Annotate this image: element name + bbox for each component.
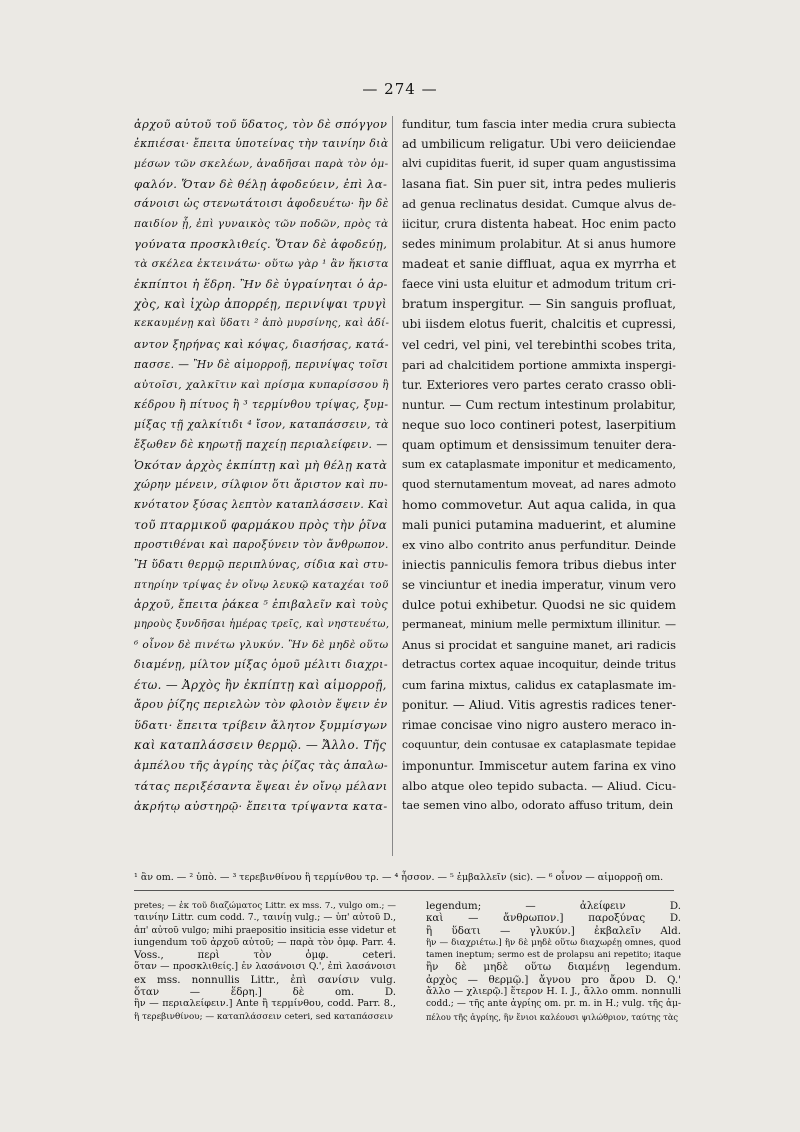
greek-text-line: έτω. — Ἀρχὸς ἢν ἐκπίπτῃ καὶ αἱμορροῇ, (134, 678, 387, 693)
greek-text-line: ἔξωθεν δὲ κηρωτῇ παχείῃ περιαλείφειν. — (134, 437, 388, 451)
latin-text-line: ex vino albo contrito anus perfunditur. Deinde (402, 537, 676, 552)
greek-text-line: μέσων τῶν σκελέων, ἀναδῆσαι παρὰ τὸν ὀμ- (134, 158, 389, 171)
greek-text-line: τάτας περιξέσαντα ἕψεαι ἐν οἴνῳ μέλανι (134, 778, 388, 793)
apparatus-left-column (134, 900, 396, 1023)
greek-text-column (134, 114, 390, 816)
latin-text-line: detractus cortex aquae incoquitur, deinde tritus (402, 658, 676, 672)
apparatus-line: legendum; — ἀλείφειν D. (426, 900, 681, 912)
greek-text-line: ἄρου ῥίζης περιελὼν τὸν φλοιὸν ἕψειν ἐν (134, 698, 388, 712)
greek-text-line: Ὁκόταν ἀρχὸς ἐκπίπτῃ καὶ μὴ θέλῃ κατὰ (134, 457, 388, 472)
greek-text-line: αντον ξηρήνας καὶ κόψας, διασήσας, κατά- (134, 337, 389, 351)
greek-text-line: παιδίον ᾖ, ἐπὶ γυναικὸς τῶν ποδῶν, πρὸς τὰ (134, 218, 389, 231)
greek-text-line: ἐκπιέσαι· ἔπειτα ὑποτείνας τὴν ταινίην διὰ (134, 137, 389, 151)
latin-text-line: iicitur, crura distenta habeat. Hoc enim pacto (402, 217, 676, 232)
apparatus-right-column (426, 900, 681, 1023)
latin-text-line: homo commovetur. Aut aqua calida, in qua (402, 496, 676, 512)
apparatus-line: ἢν — περιαλείφειν.] Ante ἢ τερμίνθου, codd. Parr. 8., (134, 998, 396, 1010)
apparatus-line: πέλου τῆς ἀγρίης, ἣν ἔνιοι καλέουσι ψιλώθριον, ταύτης τὰς (426, 1011, 679, 1022)
latin-text-line: se vinciuntur et inedia imperatur, vinum vero (402, 578, 676, 593)
latin-text-line: nuntur. — Cum rectum intestinum prolabitur, (402, 397, 676, 412)
greek-text-line: αὐτοῖσι, χαλκῖτιν καὶ πρίσμα κυπαρίσσου ἢ (134, 377, 389, 391)
latin-text-line: madeat et sanie diffluat, aqua ex myrrha et (402, 257, 676, 272)
page-number: — 274 — (362, 80, 438, 98)
apparatus-line: codd.; — τῆς ante ἀγρίης om. pr. m. in H.; vulg. τῆς ἀμ- (426, 999, 681, 1010)
apparatus-line: ἀρχὸς — θερμῷ.] ἄγνου pro ἄρου D. Q.' (426, 973, 681, 986)
greek-text-line: μηροὺς ξυνδῆσαι ἡμέρας τρεῖς, καὶ νηστευέτω, (134, 619, 390, 631)
greek-text-line: ὕδατι· ἔπειτα τρίβειν ἄλητον ξυμμίσγων (134, 718, 388, 733)
greek-text-line: πασσε. — Ἢν δὲ αἱμορροῇ, περινίψας τοῖσι (134, 357, 389, 371)
apparatus-line: ἢ τερεβινθίνου; — καταπλάσσειν ceteri, sed καταπάσσειν (134, 1011, 393, 1022)
greek-text-line: γούνατα προσκλιθείς. Ὅταν δὲ ἀφοδεύῃ, (134, 237, 388, 252)
latin-text-line: faece vini usta eluitur et admodum tritum cri- (402, 277, 676, 292)
latin-text-line: rimae concisae vino nigro austero meraco in- (402, 718, 676, 733)
latin-text-line: funditur, tum fascia inter media crura subiecta (402, 117, 676, 131)
apparatus-line: ἢ ὕδατι — γλυκύν.] ἐκβαλεῖν Ald. (426, 924, 681, 937)
footnote-rule (134, 890, 674, 891)
apparatus-line: iungendum τοῦ ἀρχοῦ αὐτοῦ; — παρὰ τὸν ὀμφ. Parr. 4. (134, 936, 396, 948)
apparatus-line: ἄλλο — χλιερῷ.] ἕτερον H. I. J., ἄλλο omm. nonnulli (426, 986, 681, 998)
latin-text-line: mali punici putamina maduerint, et alumine (402, 517, 676, 532)
latin-text-column (402, 114, 676, 816)
apparatus-line: ex mss. nonnullis Littr., ἐπὶ σανίσιν vulg. (134, 973, 396, 986)
greek-text-line: ⁶ οἶνον δὲ πινέτω γλυκύν. Ἢν δὲ μηδὲ οὕτω (134, 638, 389, 652)
latin-text-line: ad genua reclinatus desidat. Cumque alvus de- (402, 197, 676, 212)
apparatus-line: Voss., περὶ τὸν ὀμφ. ceteri. (134, 949, 396, 962)
greek-text-line: τοῦ πταρμικοῦ φαρμάκου πρὸς τὴν ῥῖνα (134, 517, 388, 532)
greek-text-line: χώρην μένειν, σίλφιον ὅτι ἄριστον καὶ πυ- (134, 477, 389, 491)
latin-text-line: ad umbilicum religatur. Ubi vero deiiciendae (402, 137, 676, 152)
apparatus-line: pretes; — ἐκ τοῦ διαζώματος Littr. ex mss. 7., vulgo om.; — (134, 901, 396, 911)
apparatus-line: ἢν — διαχριέτω.] ἢν δὲ μηδὲ οὕτω διαχωρέῃ omnes, quod (426, 937, 681, 948)
apparatus-line: ἀπ' αὐτοῦ vulgo; mihi praepositio insiticia esse videtur et (134, 925, 396, 936)
latin-text-line: cum farina mixtus, calidus ex cataplasmate im- (402, 678, 676, 693)
greek-text-line: ἀκρήτῳ αὐστηρῷ· ἔπειτα τρίψαντα κατα- (134, 798, 388, 813)
greek-text-line: ἀμπέλου τῆς ἀγρίης τὰς ῥίζας τὰς ἁπαλω- (134, 758, 389, 772)
latin-text-line: quam optimum et densissimum tenuiter dera- (402, 437, 676, 452)
greek-text-line: κέδρου ἢ πίτυος ἢ ³ τερμίνθου τρίψας, ξυμ- (134, 397, 389, 411)
latin-text-line: Anus si procidat et sanguine manet, ari radicis (402, 638, 676, 653)
latin-text-line: coquuntur, dein contusae ex cataplasmate tepidae (402, 738, 676, 752)
greek-text-line: διαμένῃ, μίλτον μίξας ὁμοῦ μέλιτι διαχρι- (134, 658, 389, 672)
greek-text-line: καὶ καταπλάσσειν θερμῷ. — Ἄλλο. Τῆς (134, 738, 387, 753)
greek-text-line: ἀρχοῦ, ἔπειτα ῥάκεα ⁵ ἐπιβαλεῖν καὶ τοὺς (134, 598, 388, 612)
greek-text-line: πτηρίην τρίψας ἐν οἴνῳ λευκῷ καταχέαι τοῦ (134, 579, 389, 592)
apparatus-line: ὅταν — ἕδρη.] δὲ om. D. (134, 986, 396, 999)
latin-text-line: tae semen vino albo, odorato affuso tritum, dein (402, 798, 674, 812)
greek-text-line: ἐκπίπτοι ἡ ἕδρη. Ἢν δὲ ὑγραίνηται ὁ ἀρ- (134, 277, 388, 292)
greek-text-line: προστιθέναι καὶ παροξύνειν τὸν ἄνθρωπον. (134, 537, 389, 551)
greek-text-line: κεκαυμένῃ καὶ ὕδατι ² ἀπὸ μυρσίνης, καὶ ἀδί- (134, 318, 390, 330)
apparatus-line: tamen ineptum; sermo est de prolapsu ani repetito; itaque (426, 950, 681, 961)
latin-text-line: dulce potui exhibetur. Quodsi ne sic quidem (402, 598, 676, 613)
greek-text-line: ἀρχοῦ αὐτοῦ τοῦ ὕδατος, τὸν δὲ σπόγγον (134, 117, 388, 131)
latin-text-line: lasana fiat. Sin puer sit, intra pedes mulieris (402, 177, 676, 192)
apparatus-line: ταινίην Littr. cum codd. 7., ταινίῃ vulg.; — ὑπ' αὐτοῦ D., (134, 913, 396, 924)
latin-text-line: ubi iisdem elotus fuerit, chalcitis et cupressi, (402, 317, 676, 332)
greek-text-line: χὸς, καὶ ἰχὼρ ἀπορρέῃ, περινίψαι τρυγὶ (134, 297, 387, 312)
latin-text-line: vel cedri, vel pini, vel terebinthi scobes trita, (402, 337, 676, 352)
greek-text-line: τὰ σκέλεα ἐκτεινάτω· οὕτω γὰρ ¹ ἂν ἥκιστα (134, 258, 389, 271)
greek-text-line: κνότατον ξύσας λεπτὸν καταπλάσσειν. Καὶ (134, 497, 389, 511)
greek-text-line: φαλόν. Ὅταν δὲ θέλῃ ἀφοδεύειν, ἐπὶ λα- (134, 177, 388, 192)
greek-text-line: σάνοισι ὡς στενωτάτοισι ἀφοδευέτω· ἢν δὲ (134, 197, 389, 211)
latin-text-line: iniectis panniculis femora tribus diebus inter (402, 558, 676, 573)
apparatus-line: ὅταν — προσκλιθείς.] ἐν λασάνοισι Q.', ἐπὶ λασάνοισι (134, 961, 396, 973)
latin-text-line: sedes minimum prolabitur. At si anus humore (402, 237, 676, 252)
latin-text-line: tur. Exteriores vero partes cerato crasso obli- (402, 377, 676, 392)
latin-text-line: imponuntur. Immiscetur autem farina ex vino (402, 758, 676, 773)
latin-text-line: alvi cupiditas fuerit, id super quam angustissima (402, 157, 676, 171)
latin-text-line: albo atque oleo tepido subacta. — Aliud. Cicu- (402, 778, 676, 793)
latin-text-line: bratum inspergitur. — Sin sanguis profluat, (402, 297, 676, 312)
footnote-line: ¹ ἂν om. — ² ὑπὸ. — ³ τερεβινθίνου ἢ τερμίνθου τρ. — ⁴ ἧσσον. — ⁵ ἐμβαλλεῖν (sic). — ⁶ οἶνον — αἱμορροῇ om. (134, 872, 664, 883)
greek-text-line: Ἢ ὕδατι θερμῷ περιπλύνας, σίδια καὶ στυ- (134, 558, 389, 572)
apparatus-line: ἢν δὲ μηδὲ οὕτω διαμένῃ legendum. (426, 961, 681, 974)
latin-text-line: quod sternutamentum moveat, ad nares admoto (402, 477, 676, 491)
latin-text-line: sum ex cataplasmate imponitur et medicamento, (402, 457, 676, 471)
greek-text-line: μίξας τῇ χαλκίτιδι ⁴ ἴσον, καταπάσσειν, τὰ (134, 417, 389, 431)
apparatus-line: καὶ — ἄνθρωπον.] παροξύνας D. (426, 912, 681, 925)
latin-text-line: permaneat, minium melle permixtum illinitur. — (402, 618, 676, 632)
latin-text-line: ponitur. — Aliud. Vitis agrestis radices tener- (402, 698, 676, 713)
latin-text-line: neque suo loco contineri potest, laserpitium (402, 417, 676, 432)
column-divider (392, 116, 393, 856)
latin-text-line: pari ad chalcitidem portione ammixta inspergi- (402, 357, 676, 372)
